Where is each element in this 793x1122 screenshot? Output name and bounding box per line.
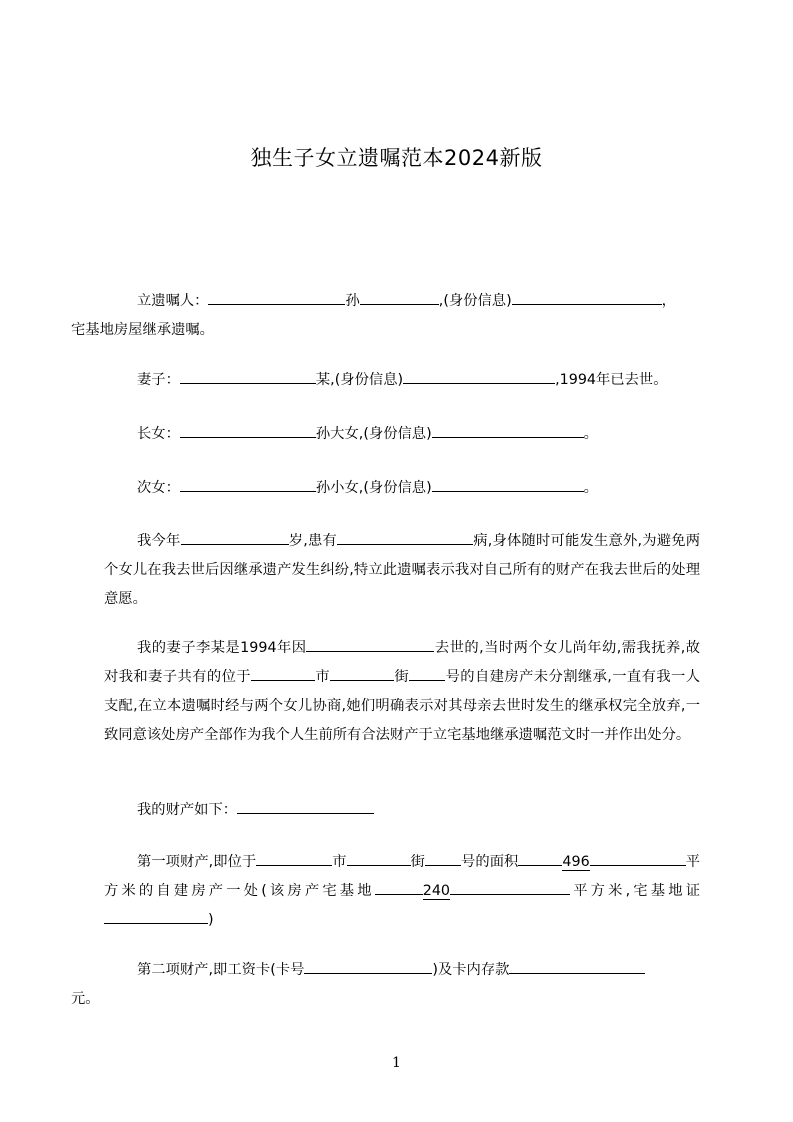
text-segment: 平方米,宅基地证 [570,883,701,899]
text-segment: 去世的,当时两个女儿尚年幼,需我抚养,故对我和妻子共有的位于 [104,640,700,685]
blank-line [425,851,461,866]
blank-line [337,530,473,545]
blank-line [180,369,316,384]
text-segment: 。 [583,426,598,442]
text-segment: 病,身体随时可能发生意外,为避免两个女儿在我去世后因继承遗产发生纠纷,特立此遗嘱表示我对自己所有的财产在我去世后的处理意愿。 [104,533,701,607]
text-segment: 孙 [345,293,360,309]
blank-line [237,799,374,814]
assets-intro-paragraph [104,796,700,825]
text-segment: ) [208,912,214,928]
blank-line [304,959,432,974]
page-number: 1 [392,1055,401,1071]
text-segment: 岁,患有 [288,533,337,549]
blank-line [360,290,439,305]
blank-line [403,369,555,384]
text-segment: 市 [332,854,347,870]
text-segment: 孙小女,(身份信息) [315,480,432,496]
text-segment: )及卡内存款 [432,962,510,978]
text-segment: 某,(身份信息) [315,372,404,388]
wife-label: 妻子： [137,372,180,388]
elder-daughter-label: 长女： [137,426,180,442]
blank-line [251,666,315,681]
text-segment: 街 [410,854,426,870]
blank-line [347,851,411,866]
text-segment: 市 [314,669,331,685]
text-segment: 平方米的自建房产一处(该房产宅基地 [104,854,701,899]
blank-line [509,959,645,974]
text-segment: ,(身份信息) [438,293,512,309]
text-segment: 元。 [71,991,100,1007]
blank-line [638,851,686,866]
testator-paragraph [71,287,700,345]
blank-line [256,851,332,866]
wife-paragraph [104,366,700,395]
text-segment: 我的妻子李某是1994年因 [137,640,307,656]
first-asset-paragraph [104,848,700,935]
text-segment: 。 [583,480,598,496]
intent-paragraph [104,527,700,614]
text-segment: 孙大女,(身份信息) [315,426,432,442]
testator-label: 立遗嘱人： [137,293,209,309]
blank-line [208,290,345,305]
text-segment: 我的财产如下： [137,802,238,818]
text-segment: 宅基地房屋继承遗嘱。 [71,322,214,338]
second-asset-paragraph [71,956,700,1014]
text-segment: ,1994年已去世。 [555,372,668,388]
text-segment: 号的面积 [461,854,519,870]
blank-line [181,530,289,545]
blank-line [104,909,208,924]
blank-line [330,666,394,681]
text-segment: 第一项财产,即位于 [137,854,257,870]
land-area-value: 240 [422,883,451,899]
blank-line [180,477,316,492]
blank-line [590,851,638,866]
text-segment: 号的自建房产未分割继承,一直有我一人支配,在立本遗嘱时经与两个女儿协商,她们明确表示对其母亲去世时发生的继承权完全放弃,一致同意该处房产全部作为我个人生前所有合法财产于立宅基地继承遗嘱范文时一并作出处分。 [104,669,701,743]
blank-line [450,880,570,895]
blank-line [518,851,562,866]
younger-daughter-label: 次女： [137,480,180,496]
blank-line [409,666,445,681]
blank-line [180,423,316,438]
property-history-paragraph [104,634,700,750]
blank-line [432,477,584,492]
text-segment: ， [661,293,676,309]
blank-line [306,637,434,652]
text-segment: 第二项财产,即工资卡(卡号 [137,962,305,978]
elder-daughter-paragraph [104,420,700,449]
blank-line [432,423,584,438]
text-segment: 街 [394,669,410,685]
text-segment: 我今年 [137,533,181,549]
blank-line [375,880,423,895]
document-title: 独生子女立遗嘱范本2024新版 [250,146,543,170]
house-area-value: 496 [562,854,590,870]
blank-line [512,290,662,305]
younger-daughter-paragraph [104,474,700,503]
